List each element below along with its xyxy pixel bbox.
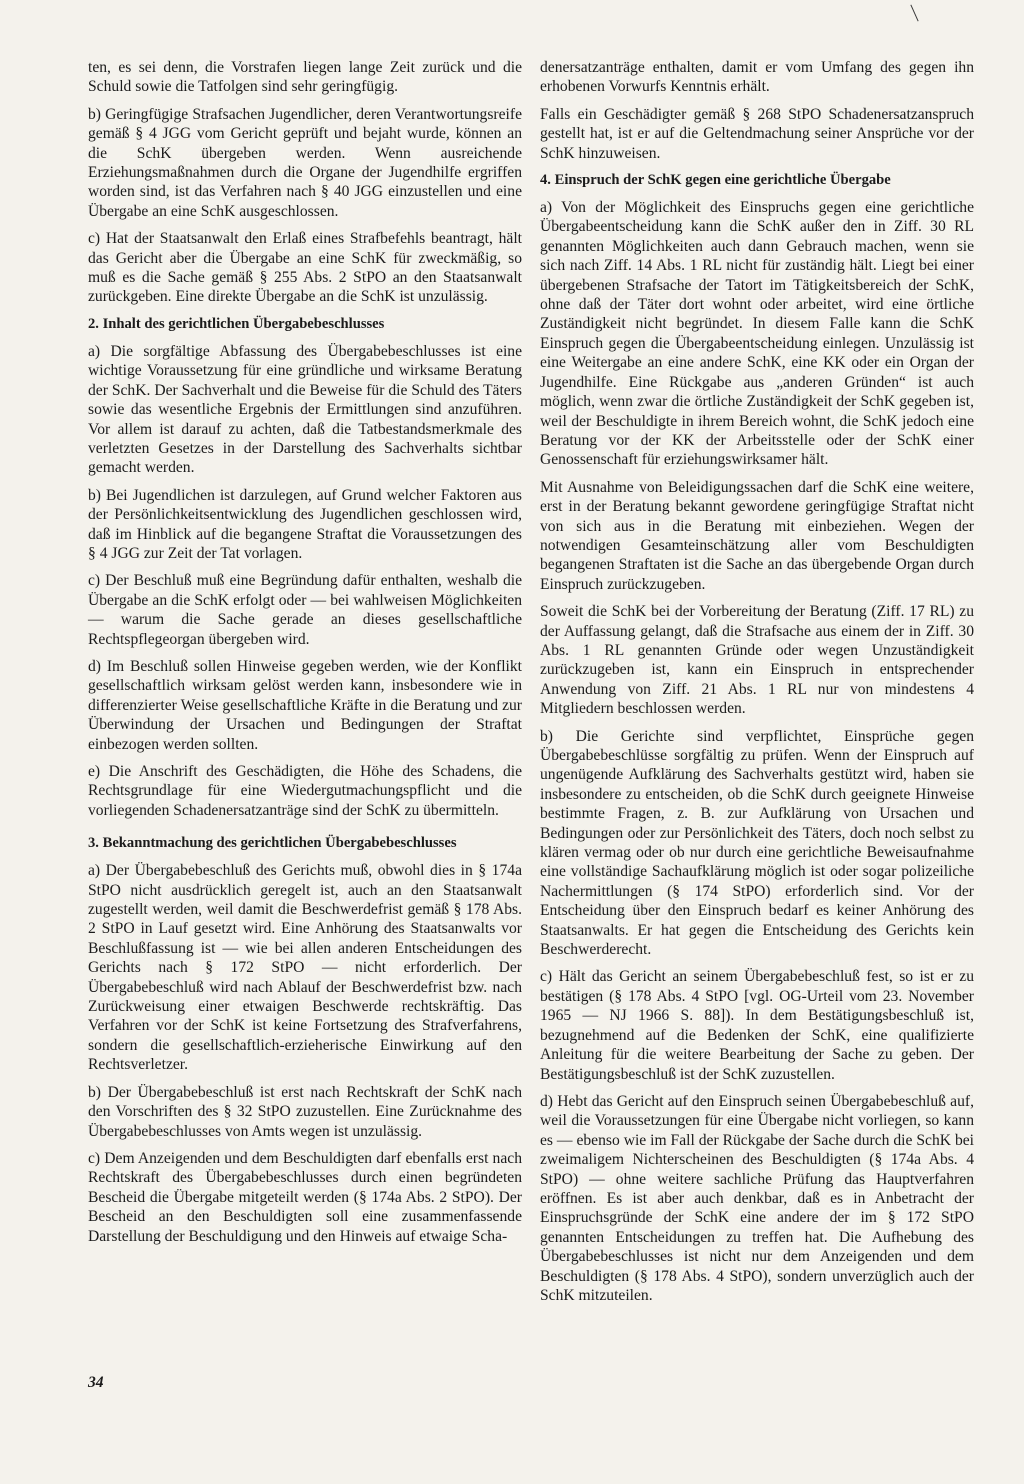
paragraph: b) Geringfügige Strafsachen Jugendlicher, deren Verantwortungsreife gemäß § 4 JGG vom Gericht geprüft und bejaht wurde, können an die SchK übergeben werden. Wenn ausreichende Erziehungsmaßnahmen durch die Organe der Jugendhilfe ergriffen worden sind, ist das Verfahren nach § 40 JGG einzustellen und eine Übergabe an eine SchK ausgeschlossen. [88, 105, 522, 220]
paragraph: Soweit die SchK bei der Vorbereitung der Beratung (Ziff. 17 RL) zu der Auffassung gelangt, daß die Strafsache aus einem der in Ziff. 30 Abs. 1 RL genannten Gründe oder wegen Unzuständigkeit zurückzugeben ist, kann ein Einspruch in entsprechender Anwendung von Ziff. 21 Abs. 1 RL nur von mindestens 4 Mitgliedern beschlossen werden. [540, 603, 974, 718]
section-heading-4: 4. Einspruch der SchK gegen eine gerichtliche Übergabe [540, 172, 891, 189]
right-column [540, 58, 974, 1313]
paragraph: c) Der Beschluß muß eine Begründung dafür enthalten, weshalb die Übergabe an die SchK erfolgt oder — bei wahlweisen Möglichkeiten — warum die Sache gerade an dieses gesellschaftliche Rechtspflegeorgan übergeben wird. [88, 572, 522, 648]
paragraph: b) Die Gerichte sind verpflichtet, Einsprüche gegen Übergabebeschlüsse sorgfältig zu prüfen. Wenn der Einspruch auf ungenügende Aufklärung des Sachverhalts gestützt wird, haben sie insbesondere zu entscheiden, ob die SchK durch geeignete Hinweise bestimmte Fragen, z. B. zur Aufklärung von Ursachen und Bedingungen oder zur Persönlichkeit des Täters, doch noch selbst zu klären vermag oder ob nur durch eine gerichtliche Beweisaufnahme eine vollständige Sachaufklärung möglich ist oder sogar polizeiliche Nachermittlungen (§ 174 StPO) erforderlich sind. Vor der Entscheidung über den Einspruch bedarf es keiner Anhörung des Staatsanwalts. Er hat gegen die Entscheidung des Gerichts kein Beschwerderecht. [540, 727, 974, 959]
paragraph: a) Die sorgfältige Abfassung des Übergabebeschlusses ist eine wichtige Voraussetzung für eine gründliche und wirksame Beratung der SchK. Der Sachverhalt und die Beweise für die Schuld des Täters sowie das wesentliche Ergebnis der Ermittlungen sind anzuführen. Vor allem ist darauf zu achten, daß die Tatbestandsmerkmale des verletzten Gesetzes in der Darstellung des Sachverhalts sichtbar gemacht werden. [88, 342, 522, 477]
paragraph: ten, es sei denn, die Vorstrafen liegen lange Zeit zurück und die Schuld sowie die Tatfolgen sind sehr geringfügig. [88, 59, 522, 96]
section-heading-2: 2. Inhalt des gerichtlichen Übergabebeschlusses [88, 315, 385, 332]
paragraph: c) Dem Anzeigenden und dem Beschuldigten darf ebenfalls erst nach Rechtskraft des Übergabebeschlusses durch einen begründeten Bescheid die Übergabe mitgeteilt werden (§ 174a Abs. 2 StPO). Der Bescheid an den Beschuldigten soll eine zusammenfassende Darstellung der Beschuldigung und den Hinweis auf etwaige Scha- [88, 1149, 522, 1245]
paragraph: denersatzanträge enthalten, damit er vom Umfang des gegen ihn erhobenen Vorwurfs Kenntnis erhält. [540, 59, 974, 96]
paragraph: a) Von der Möglichkeit des Einspruchs gegen eine gerichtliche Übergabeentscheidung kann die SchK außer den in Ziff. 30 RL genannten Möglichkeiten auch dann Gebrauch machen, wenn sie sich nach Ziff. 14 Abs. 1 RL nicht für zuständig hält. Liegt bei einer übergebenen Strafsache der Tatort im Tätigkeitsbereich der SchK, ohne daß der Täter dort wohnt oder arbeitet, wird eine örtliche Zuständigkeit nicht begründet. In diesem Falle kann die SchK Einspruch gegen die Übergabeentscheidung einlegen. Unzulässig ist eine Weitergabe an eine andere SchK, eine KK oder ein Organ der Jugendhilfe. Eine Rückgabe aus „anderen Gründen“ ist auch möglich, wenn zwar die örtliche Zuständigkeit der SchK gegeben ist, weil der Beschuldigte in ihrem Bereich wohnt, die SchK jedoch eine Beratung vor der KK der Arbeitsstelle oder der SchK einer Genossenschaft für erziehungswirksamer hält. [540, 199, 974, 469]
paragraph: Falls ein Geschädigter gemäß § 268 StPO Schadenersatzanspruch gestellt hat, ist er auf die Geltendmachung seiner Ansprüche vor der SchK hinzuweisen. [540, 105, 974, 162]
paragraph: b) Bei Jugendlichen ist darzulegen, auf Grund welcher Faktoren aus der Persönlichkeitsentwicklung des Jugendlichen geschlossen wird, daß im Hinblick auf die begangene Straftat die Voraussetzungen des § 4 JGG zur Zeit der Tat vorlagen. [88, 486, 522, 562]
paragraph: d) Hebt das Gericht auf den Einspruch seinen Übergabebeschluß auf, weil die Voraussetzungen für eine Übergabe nicht vorliegen, so kann es — ebenso wie im Fall der Rückgabe der Sache durch die SchK bei zweimaligem Nichterscheinen des Beschuldigten (§ 174a Abs. 4 StPO) — ohne weitere sachliche Prüfung das Hauptverfahren eröffnen. Es ist aber auch denkbar, daß es in Anbetracht der Einspruchsgründe der SchK eine andere der im § 172 StPO genannten Entscheidungen zu treffen hat. Die Aufhebung des Übergabebeschlusses ist nicht nur dem Anzeigenden und dem Beschuldigten (§ 178 Abs. 4 StPO), sondern unverzüglich auch der SchK mitzuteilen. [540, 1092, 974, 1304]
page-number: 34 [88, 1374, 104, 1391]
paragraph: a) Der Übergabebeschluß des Gerichts muß, obwohl dies in § 174a StPO nicht ausdrücklich geregelt ist, auch an den Staatsanwalt zugestellt werden, weil damit die Beschwerdefrist gemäß § 178 Abs. 2 StPO in Lauf gesetzt wird. Eine Anhörung des Staatsanwalts vor Beschlußfassung ist — wie bei allen anderen Entscheidungen des Gerichts nach § 172 StPO — nicht erforderlich. Der Übergabebeschluß wird nach Ablauf der Beschwerdefrist bzw. nach Zurückweisung einer etwaigen Beschwerde rechtskräftig. Das Verfahren vor der SchK ist keine Fortsetzung des Strafverfahrens, sondern die gesellschaftlich-erzieherische Einwirkung auf den Rechtsverletzer. [88, 862, 522, 1074]
left-column [88, 58, 522, 1254]
paragraph: c) Hat der Staatsanwalt den Erlaß eines Strafbefehls beantragt, hält das Gericht aber die Übergabe an eine SchK für zweckmäßig, so muß es die Sache gemäß § 255 Abs. 2 StPO an den Staatsanwalt zurückgeben. Eine direkte Übergabe an die SchK ist unzulässig. [88, 230, 522, 306]
paragraph: b) Der Übergabebeschluß ist erst nach Rechtskraft der SchK nach den Vorschriften des § 32 StPO zuzustellen. Eine Zurücknahme des Übergabebeschlusses von Amts wegen ist unzulässig. [88, 1083, 522, 1140]
paragraph: Mit Ausnahme von Beleidigungssachen darf die SchK eine weitere, erst in der Beratung bekannt gewordene geringfügige Straftat nicht von sich aus in die Beratung mit einbeziehen. Wegen der notwendigen Gesamteinschätzung aller vom Beschuldigten begangenen Straftaten ist die Sache an das übergebende Organ durch Einspruch zurückzugeben. [540, 478, 974, 593]
margin-mark [910, 5, 918, 22]
section-heading-3: 3. Bekanntmachung des gerichtlichen Übergabebeschlusses [88, 835, 457, 852]
paragraph: e) Die Anschrift des Geschädigten, die Höhe des Schadens, die Rechtsgrundlage für eine Wiedergutmachungspflicht und die vorliegenden Schadenersatzanträge sind der SchK zu übermitteln. [88, 763, 522, 819]
paragraph: d) Im Beschluß sollen Hinweise gegeben werden, wie der Konflikt gesellschaftlich wirksam gelöst werden kann, insbesondere wie in differenzierter Weise gesellschaftliche Kräfte in die Beratung und zur Überwindung der Ursachen und Bedingungen der Straftat einbezogen werden sollten. [88, 657, 522, 753]
paragraph: c) Hält das Gericht an seinem Übergabebeschluß fest, so ist er zu bestätigen (§ 178 Abs. 4 StPO [vgl. OG-Urteil vom 23. November 1965 — NJ 1966 S. 88]). In dem Bestätigungsbeschluß ist, bezugnehmend auf die Bedenken der SchK, eine qualifizierte Anleitung für die weitere Bearbeitung der Sache zu geben. Der Bestätigungsbeschluß ist der SchK zuzustellen. [540, 968, 974, 1083]
